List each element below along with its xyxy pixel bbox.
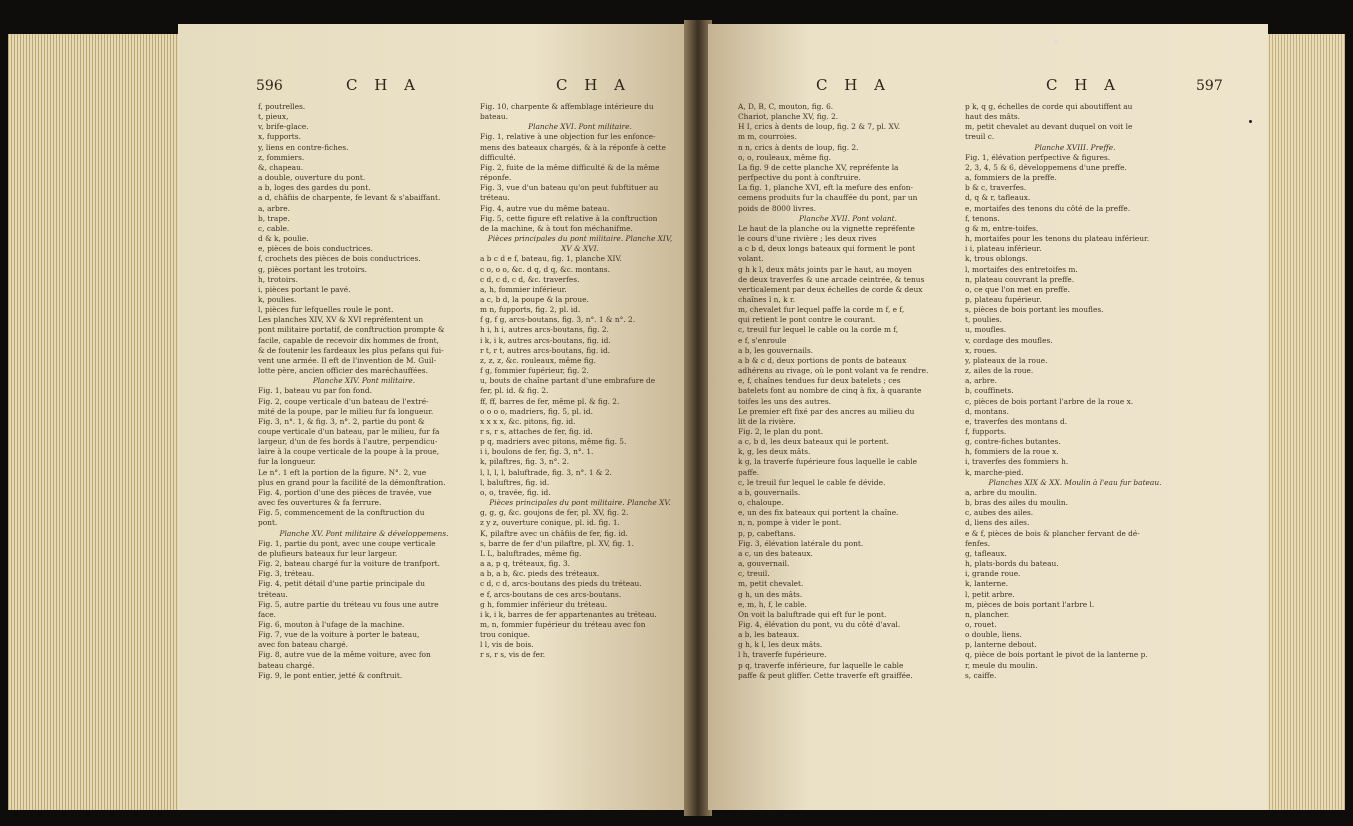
text-line: f, crochets des pièces de bois conductrices. <box>258 254 421 264</box>
text-line: n n, crics à dents de loup, fig. 2. <box>738 142 859 152</box>
text-line: h, fommiers de la roue x. <box>965 447 1059 457</box>
text-line: Fig. 9, le pont entier, jetté & conftruit. <box>258 670 403 680</box>
text-line: On voit la baluftrade qui eft fur le pont. <box>738 609 887 619</box>
text-line: Planche XIV. Pont militaire. <box>312 376 416 386</box>
text-line: r, meule du moulin. <box>965 660 1038 670</box>
text-line: a b, loges des gardes du pont. <box>258 183 371 193</box>
text-line: x, roues. <box>965 345 998 355</box>
text-line: a c, b d, la poupe & la proue. <box>480 294 589 304</box>
text-line: Fig. 6, mouton à l'ufage de la machine. <box>258 619 405 629</box>
text-line: e, un des fix bateaux qui portent la chaîne. <box>738 508 899 518</box>
text-line: k, lanterne. <box>965 579 1009 589</box>
text-line: de deux traverfes & une arcade ceintrée, & tenus <box>738 274 925 284</box>
text-line: a, arbre. <box>965 376 998 386</box>
text-line: l, mortaifes des entretoifes m. <box>965 264 1078 274</box>
text-line: Fig. 5, commencement de la conftruction du <box>258 508 425 518</box>
text-line: a b, les bateaux. <box>738 630 800 640</box>
text-line: f, poutrelles. <box>258 102 306 111</box>
text-line: b, bras des ailes du moulin. <box>965 498 1069 508</box>
text-line: n, n, pompe à vider le pont. <box>738 518 842 528</box>
text-line: i k, i k, barres de fer appartenantes au tréteau. <box>480 609 657 619</box>
text-line: s, barre de fer d'un pilaftre, pl. XV, fig. 1. <box>480 538 634 548</box>
text-line: Fig. 3, vue d'un bateau qu'on peut fubftituer au <box>480 183 659 193</box>
text-line: perfpective du pont à conftruire. <box>738 173 861 183</box>
text-line: Chariot, planche XV, fig. 2. <box>738 112 839 122</box>
text-line: a c, un des bateaux. <box>738 548 813 558</box>
text-line: g h k l, deux mâts joints par le haut, au moyen <box>738 264 912 274</box>
text-line: g & m, entre-toifes. <box>965 223 1039 233</box>
text-line: p, plateau fupérieur. <box>965 294 1042 304</box>
right-page-edges <box>1257 34 1345 810</box>
text-line: n, plancher. <box>965 609 1010 619</box>
text-line: Fig. 3, tréteau. <box>258 569 315 579</box>
text-line: g h, fommier inférieur du tréteau. <box>480 599 608 609</box>
text-line: l, l, l, l, baluftrade, fig. 3, n°. 1 & 2. <box>480 467 612 477</box>
text-line: qui retient le pont contre le courant. <box>738 315 876 325</box>
text-line: Fig. 10, charpente & affemblage intérieure du <box>480 102 654 111</box>
text-line: i, pièces portant le pavé. <box>258 284 351 294</box>
text-line: y, plateaux de la roue. <box>965 355 1048 365</box>
text-line: paffe & peut gliffer. Cette traverfe eft graiffée. <box>738 670 913 680</box>
text-line: c, treuil fur lequel le cable ou la corde m f, <box>738 325 899 335</box>
text-line: Fig. 2, le plan du pont. <box>738 427 824 436</box>
text-line: l l, vis de bois. <box>480 640 534 650</box>
text-line: 2, 3, 4, 5 & 6, développemens d'une preffe. <box>965 162 1127 172</box>
text-line: x, fupports. <box>258 132 301 142</box>
text-line: m m, courroies. <box>738 132 797 142</box>
text-line: t, pieux, <box>258 112 289 122</box>
text-line: plus en grand pour la facilité de la démonftration. <box>258 477 446 487</box>
text-line: f g, fommier fupérieur, fig. 2. <box>480 366 589 376</box>
ink-dot <box>1249 120 1252 123</box>
text-line: avec fes ouvertures & fa ferrure. <box>258 498 382 508</box>
text-line: Fig. 2, coupe verticale d'un bateau de l'extré- <box>258 396 429 406</box>
text-line: lotte père, ancien officier des maréchauffées. <box>258 366 428 376</box>
text-line: Pièces principales du pont militaire. Planche XV. <box>489 498 671 508</box>
text-line: fenfes. <box>965 538 991 548</box>
text-line: b & c, traverfes. <box>965 183 1027 193</box>
text-line: o double, liens. <box>965 630 1022 640</box>
text-line: Fig. 1, bateau vu par fon fond. <box>258 386 372 396</box>
text-line: m, chevalet fur lequel paffe la corde m f, e f, <box>738 305 905 315</box>
text-line: Fig. 7, vue de la voiture à porter le bateau, <box>258 630 420 640</box>
text-line: z y z, ouverture conique, pl. id. fig. 1. <box>480 518 620 528</box>
text-line: m n, fupports, fig. 2, pl. id. <box>480 305 581 315</box>
text-line: c d, c d, c d, &c. traverfes. <box>480 274 580 284</box>
text-line: b, trape. <box>258 213 290 223</box>
text-line: mens des bateaux chargés, & à la réponfe à cette <box>480 142 666 152</box>
text-line: e f, s'enroule <box>738 335 787 345</box>
text-line: m, petit chevalet au devant duquel on voit le <box>965 122 1133 132</box>
text-line: volant. <box>738 254 764 264</box>
text-line: b, couffinets. <box>965 386 1014 396</box>
text-line: g, g, g, &c. goujons de fer, pl. XV, fig. 2. <box>480 508 629 518</box>
text-line: y, liens en contre-fiches. <box>258 142 349 152</box>
text-line: difficulté. <box>480 152 516 162</box>
text-line: d, liens des ailes. <box>965 518 1030 528</box>
text-line: p, p, cabeftans. <box>738 528 796 538</box>
text-line: Pièces principales du pont militaire. Planche XIV, <box>487 234 673 244</box>
right-page-column-2 <box>965 102 1185 681</box>
open-book <box>8 14 1345 820</box>
text-line: c d, c d, arcs-boutans des pieds du tréteau. <box>480 579 642 589</box>
text-line: a, h, fommier inférieur. <box>480 284 567 294</box>
text-line: k g, la traverfe fupérieure fous laquelle le cable <box>738 457 917 467</box>
text-line: de plufieurs bateaux fur leur largeur. <box>258 548 398 558</box>
text-line: Les planches XIV, XV & XVI repréfentent un <box>258 315 424 325</box>
text-line: c, le treuil fur lequel le cable fe dévide. <box>738 477 886 487</box>
text-line: q, pièce de bois portant le pivot de la lanterne p. <box>965 650 1148 660</box>
text-line: mité de la poupe, par le milieu fur fa longueur. <box>258 406 434 416</box>
text-line: Planches XIX & XX. Moulin à l'eau fur bateau. <box>988 477 1162 487</box>
text-line: e, f, chaînes tendues fur deux batelets ; ces <box>738 376 901 386</box>
text-line: La fig. 9 de cette planche XV, repréfente la <box>738 162 899 172</box>
text-line: Fig. 2, bateau chargé fur la voiture de tranfport. <box>258 559 440 569</box>
text-line: a b, a b, &c. pieds des tréteaux. <box>480 569 600 579</box>
text-line: Fig. 4, autre vue du même bateau. <box>480 203 610 213</box>
text-line: m, petit chevalet. <box>738 579 804 589</box>
text-line: r s, r s, attaches de fer, fig. id. <box>480 427 593 436</box>
text-line: e f, arcs-boutans de ces arcs-boutans. <box>480 589 622 599</box>
text-line: s, pièces de bois portant les moufles. <box>965 305 1104 315</box>
text-line: L L, baluftrades, même fig. <box>480 548 582 558</box>
text-line: Le n°. 1 eft la portion de la figure. N°. 2, vue <box>258 467 427 477</box>
left-page <box>178 24 688 810</box>
text-line: Fig. 2, fuite de la même difficulté & de la même <box>480 162 660 172</box>
text-line: face. <box>258 609 277 619</box>
text-line: c, treuil. <box>738 569 770 579</box>
right-page <box>708 24 1268 810</box>
text-line: a, fommiers de la preffe. <box>965 173 1057 183</box>
text-line: bateau. <box>480 112 508 122</box>
text-line: Planche XVI. Pont militaire. <box>528 122 632 132</box>
text-line: de la machine, & à tout fon méchanifme. <box>480 223 633 233</box>
text-line: r t, r t, autres arcs-boutans, fig. id. <box>480 345 611 355</box>
text-line: g, pièces portant les trotoirs. <box>258 264 368 274</box>
text-line: a d, châfiis de charpente, fe levant & s'abaiffant. <box>258 193 441 203</box>
text-line: haut des mâts. <box>965 112 1021 122</box>
text-line: toifes les uns des autres. <box>738 396 832 406</box>
top-marker <box>1054 40 1058 43</box>
text-line: lit de la rivière. <box>738 416 796 426</box>
left-page-column-2 <box>480 102 680 661</box>
text-line: g h, k l, les deux mâts. <box>738 640 823 650</box>
left-page-number: 596 <box>256 78 283 94</box>
text-line: r s, r s, vis de fer. <box>480 650 546 660</box>
text-line: Fig. 5, autre partie du tréteau vu fous une autre <box>258 599 439 609</box>
text-line: o, o, rouleaux, même fig. <box>738 152 831 162</box>
text-line: tréteau. <box>480 193 510 203</box>
text-line: a double, ouverture du pont. <box>258 173 366 183</box>
text-line: i, grande roue. <box>965 569 1021 579</box>
text-line: chaînes l n, k r. <box>738 294 796 304</box>
text-line: o, ce que l'on met en preffe. <box>965 284 1070 294</box>
text-line: a c b d, deux longs bateaux qui forment le pont <box>738 244 916 254</box>
text-line: avec fon bateau chargé. <box>258 640 349 650</box>
text-line: Fig. 4, portion d'une des pièces de travée, vue <box>258 487 432 497</box>
text-line: trou conique. <box>480 630 530 640</box>
text-line: k, trous oblongs. <box>965 254 1028 264</box>
text-line: l, pièces fur lefquelles roule le pont. <box>258 305 394 315</box>
text-line: g, tafleaux. <box>965 548 1007 558</box>
text-line: Fig. 5, cette figure eft relative à la conftruction <box>480 213 658 223</box>
text-line: Fig. 3, élévation latérale du pont. <box>738 538 864 548</box>
text-line: a, gouvernail. <box>738 559 790 569</box>
text-line: coupe verticale d'un bateau, par le milieu, fur fa <box>258 427 440 436</box>
text-line: z, fommiers. <box>258 152 305 162</box>
text-line: La fig. 1, planche XVI, eft la mefure des enfon- <box>738 183 914 193</box>
text-line: e, mortaifes des tenons du côté de la preffe. <box>965 203 1131 213</box>
text-line: a b, les gouvernails. <box>738 345 814 355</box>
text-line: i i, boulons de fer, fig. 3, n°. 1. <box>480 447 594 457</box>
text-line: l h, traverfe fupérieure. <box>738 650 827 660</box>
text-line: Fig. 1, relative à une objection fur les enfonce- <box>480 132 656 142</box>
text-line: o o o o, madriers, fig. 5, pl. id. <box>480 406 593 416</box>
text-line: e, traverfes des montans d. <box>965 416 1068 426</box>
text-line: d & k, poulie. <box>258 234 309 244</box>
text-line: f, tenons. <box>965 213 1000 223</box>
text-line: poids de 8000 livres. <box>738 203 816 213</box>
text-line: k, g, les deux mâts. <box>738 447 811 457</box>
text-line: p, lanterne debout. <box>965 640 1037 650</box>
text-line: i k, i k, autres arcs-boutans, fig. id. <box>480 335 611 345</box>
text-line: verticalement par deux échelles de corde & deux <box>738 284 923 294</box>
text-line: l, petit arbre. <box>965 589 1015 599</box>
text-line: a, arbre du moulin. <box>965 487 1037 497</box>
text-line: adhérens au rivage, où le pont volant va fe rendre. <box>738 366 929 376</box>
text-line: c o, o o, &c. d q, d q, &c. montans. <box>480 264 610 274</box>
text-line: m, pièces de bois portant l'arbre l. <box>965 599 1095 609</box>
text-line: Planche XVIII. Preffe. <box>1034 142 1116 152</box>
text-line: Fig. 3, n°. 1, & fig. 3, n°. 2, partie du pont & <box>258 416 425 426</box>
text-line: g h, un des mâts. <box>738 589 803 599</box>
text-line: H I, crics à dents de loup, fig. 2 & 7, pl. XV. <box>738 122 901 132</box>
text-line: Le premier eft fixé par des ancres au milieu du <box>738 406 915 416</box>
text-line: z, z, z, &c. rouleaux, même fig. <box>480 355 596 365</box>
text-line: k, poulies. <box>258 294 297 304</box>
text-line: pont militaire portatif, de conftruction prompte & <box>258 325 445 335</box>
text-line: h i, h i, autres arcs-boutans, fig. 2. <box>480 325 609 335</box>
text-line: c, cable. <box>258 223 290 233</box>
left-page-edges <box>8 34 183 810</box>
text-line: tréteau. <box>258 589 288 599</box>
text-line: treuil c. <box>965 132 995 142</box>
text-line: Le haut de la planche ou la vignette repréfente <box>738 223 915 233</box>
text-line: i, traverfes des fommiers h. <box>965 457 1069 467</box>
text-line: le cours d'une rivière ; les deux rives <box>738 234 877 244</box>
text-line: o, o, travée, fig. id. <box>480 487 551 497</box>
text-line: s, caiffe. <box>965 670 997 680</box>
text-line: bateau chargé. <box>258 660 315 670</box>
text-line: laire à la coupe verticale de la poupe à la proue, <box>258 447 440 457</box>
text-line: g, contre-fiches butantes. <box>965 437 1061 447</box>
text-line: o, rouet. <box>965 619 997 629</box>
text-line: v, cordage des moufles. <box>965 335 1053 345</box>
text-line: facile, capable de recevoir dix hommes de front, <box>258 335 439 345</box>
text-line: z, ailes de la roue. <box>965 366 1034 376</box>
right-running-head-2: C H A <box>1046 76 1121 94</box>
text-line: f g, f g, arcs-boutans, fig. 3, n°. 1 & n°. 2. <box>480 315 636 325</box>
text-line: &, chapeau. <box>258 162 304 172</box>
text-line: ff, ff, barres de fer, même pl. & fig. 2. <box>480 396 620 406</box>
text-line: u, bouts de chaîne partant d'une embrafure de <box>480 376 656 386</box>
text-line: e & f, pièces de bois & plancher fervant de dé- <box>965 528 1140 538</box>
text-line: n, plateau couvrant la preffe. <box>965 274 1075 284</box>
text-line: & de foutenir les fardeaux les plus pefans qui fui- <box>258 345 444 355</box>
text-line: e, pièces de bois conductrices. <box>258 244 373 254</box>
text-line: a b c d e f, bateau, fig. 1, planche XIV. <box>480 254 622 264</box>
text-line: XV & XVI. <box>561 244 599 254</box>
right-page-number: 597 <box>1196 78 1223 94</box>
text-line: Planche XV. Pont militaire & développemens. <box>279 528 449 538</box>
text-line: v, brife-glace. <box>258 122 309 132</box>
text-line: x x x x, &c. pitons, fig. id. <box>480 416 576 426</box>
text-line: h, plats-bords du bateau. <box>965 559 1059 569</box>
text-line: f, fupports. <box>965 427 1007 436</box>
text-line: fur la longueur. <box>258 457 316 467</box>
text-line: h, trotoirs. <box>258 274 298 284</box>
text-line: batelets font au nombre de cinq à fix, à quarante <box>738 386 922 396</box>
text-line: c, pièces de bois portant l'arbre de la roue x. <box>965 396 1134 406</box>
right-page-column-1 <box>738 102 958 681</box>
text-line: pont. <box>258 518 278 528</box>
text-line: h, mortaifes pour les tenons du plateau inférieur. <box>965 234 1150 244</box>
text-line: d, q & r, tafleaux. <box>965 193 1031 203</box>
text-line: c, aubes des ailes. <box>965 508 1034 518</box>
text-line: fer, pl. id. & fig. 2. <box>480 386 549 396</box>
text-line: u, moufles. <box>965 325 1007 335</box>
text-line: d, montans. <box>965 406 1009 416</box>
text-line: réponfe. <box>480 173 512 183</box>
text-line: m, n, fommier fupérieur du tréteau avec fon <box>480 619 646 629</box>
text-line: p k, q g, échelles de corde qui aboutiffent au <box>965 102 1133 111</box>
text-line: Fig. 4, élévation du pont, vu du côté d'aval. <box>738 619 901 629</box>
text-line: i i, plateau inférieur. <box>965 244 1042 254</box>
text-line: a b & c d, deux portions de ponts de bateaux <box>738 355 907 365</box>
text-line: Fig. 1, partie du pont, avec une coupe verticale <box>258 538 436 548</box>
text-line: e, m, h, f, le cable. <box>738 599 807 609</box>
text-line: a a, p q, tréteaux, fig. 3. <box>480 559 571 569</box>
text-line: a b, gouvernails. <box>738 487 801 497</box>
text-line: p q, madriers avec pitons, même fig. 5. <box>480 437 627 447</box>
text-line: k, pilaftres, fig. 3, n°. 2. <box>480 457 570 467</box>
text-line: l, baluftres, fig. id. <box>480 477 550 487</box>
text-line: cemens produits fur la chauffée du pont, par un <box>738 193 918 203</box>
right-running-head-1: C H A <box>816 76 891 94</box>
text-line: t, poulies. <box>965 315 1002 325</box>
left-running-head-1: C H A <box>346 76 421 94</box>
text-line: vent une armée. Il eft de l'invention de M. Guil- <box>258 355 437 365</box>
text-line: Planche XVII. Pont volant. <box>799 213 897 223</box>
text-line: Fig. 4, petit détail d'une partie principale du <box>258 579 425 589</box>
text-line: largeur, d'un de fes bords à l'autre, perpendicu- <box>258 437 438 447</box>
text-line: o, chaloupe. <box>738 498 784 508</box>
text-line: Fig. 8, autre vue de la même voiture, avec fon <box>258 650 431 660</box>
text-line: k, marche-pied. <box>965 467 1024 477</box>
left-page-column-1 <box>258 102 470 681</box>
text-line: a, arbre. <box>258 203 291 213</box>
text-line: A, D, B, C, mouton, fig. 6. <box>738 102 834 111</box>
text-line: paffe. <box>738 467 760 477</box>
text-line: a c, b d, les deux bateaux qui le portent. <box>738 437 889 447</box>
text-line: p q, traverfe inférieure, fur laquelle le cable <box>738 660 904 670</box>
text-line: Fig. 1, élévation perfpective & figures. <box>965 152 1111 162</box>
text-line: K, pilaftre avec un châfiis de fer, fig. id. <box>480 528 628 538</box>
left-running-head-2: C H A <box>556 76 631 94</box>
